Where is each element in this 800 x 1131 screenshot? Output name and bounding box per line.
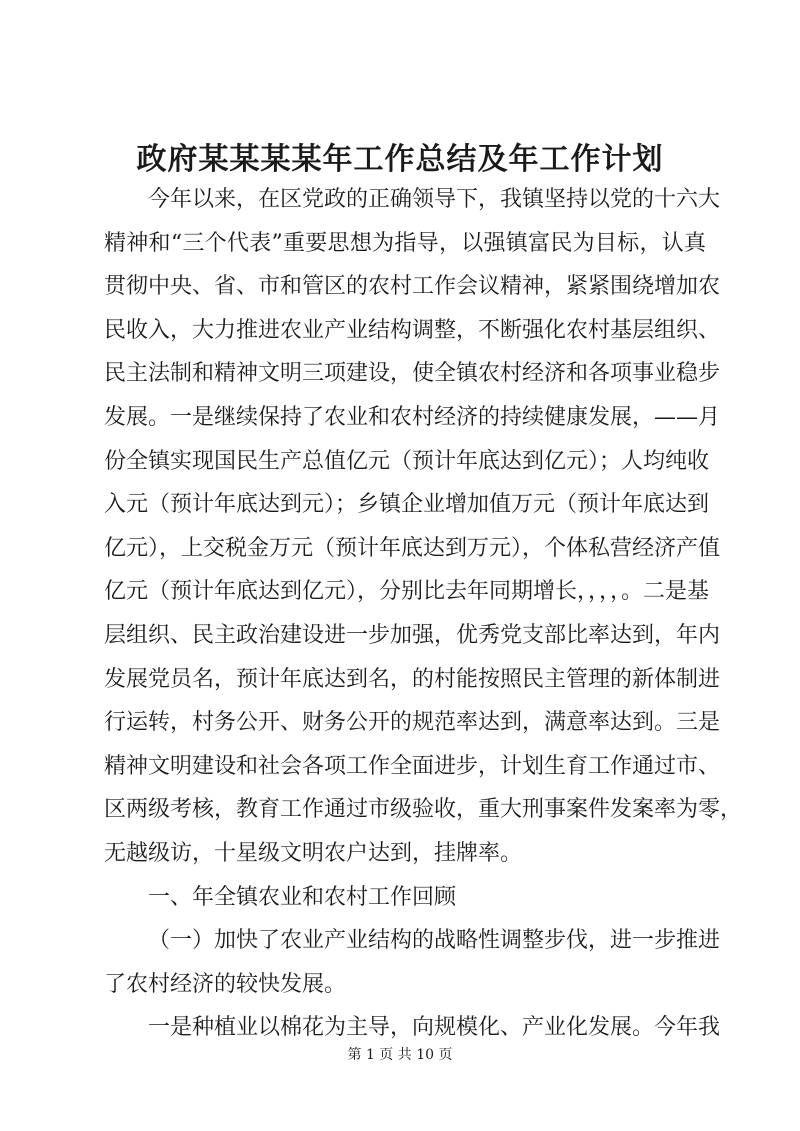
document-title: 政府某某某某年工作总结及年工作计划 — [136, 142, 664, 177]
subsection-heading: （一）加快了农业产业结构的战略性调整步伐，进一步推进 — [148, 928, 721, 954]
paragraph-line: 份全镇实现国民生产总值亿元（预计年底达到亿元）；人均纯收 — [104, 448, 710, 474]
paragraph-line: 行运转，村务公开、财务公开的规范率达到，满意率达到。三是 — [104, 710, 721, 736]
paragraph-line: 入元（预计年底达到元）；乡镇企业增加值万元（预计年底达到 — [104, 492, 710, 518]
page-number-footer: 第 1 页 共 10 页 — [347, 1047, 453, 1063]
paragraph-line: 区两级考核，教育工作通过市级验收，重大刑事案件发案率为零， — [104, 797, 743, 823]
paragraph-line: 精神文明建设和社会各项工作全面进步，计划生育工作通过市、 — [104, 753, 721, 779]
section-heading: 一、年全镇农业和农村工作回顾 — [148, 884, 457, 910]
paragraph-line: 一是种植业以棉花为主导，向规模化、产业化发展。今年我 — [148, 1015, 721, 1041]
paragraph-line: 贯彻中央、省、市和管区的农村工作会议精神，紧紧围绕增加农 — [104, 274, 721, 300]
paragraph-line: 亿元（预计年底达到亿元），分别比去年同期增长，，，，。二是基 — [104, 579, 710, 605]
document-body — [104, 178, 743, 1050]
paragraph-line: 发展。一是继续保持了农业和农村经济的持续健康发展，——月 — [104, 404, 721, 430]
paragraph-line: 发展党员名，预计年底达到名，的村能按照民主管理的新体制进 — [104, 666, 721, 692]
paragraph-line: 层组织、民主政治建设进一步加强，优秀党支部比率达到，年内 — [104, 622, 721, 648]
paragraph-line: 无越级访，十星级文明农户达到，挂牌率。 — [104, 840, 523, 866]
paragraph-line: 精神和“三个代表”重要思想为指导，以强镇富民为目标，认真 — [104, 230, 706, 256]
paragraph-line: 民收入，大力推进农业产业结构调整，不断强化农村基层组织、 — [104, 317, 721, 343]
paragraph-line: 亿元），上交税金万元（预计年底达到万元），个体私营经济产值 — [104, 535, 721, 561]
paragraph-line: 民主法制和精神文明三项建设，使全镇农村经济和各项事业稳步 — [104, 361, 721, 387]
paragraph-line: 了农村经济的较快发展。 — [104, 971, 347, 997]
paragraph-line: 今年以来，在区党政的正确领导下，我镇坚持以党的十六大 — [148, 187, 721, 212]
